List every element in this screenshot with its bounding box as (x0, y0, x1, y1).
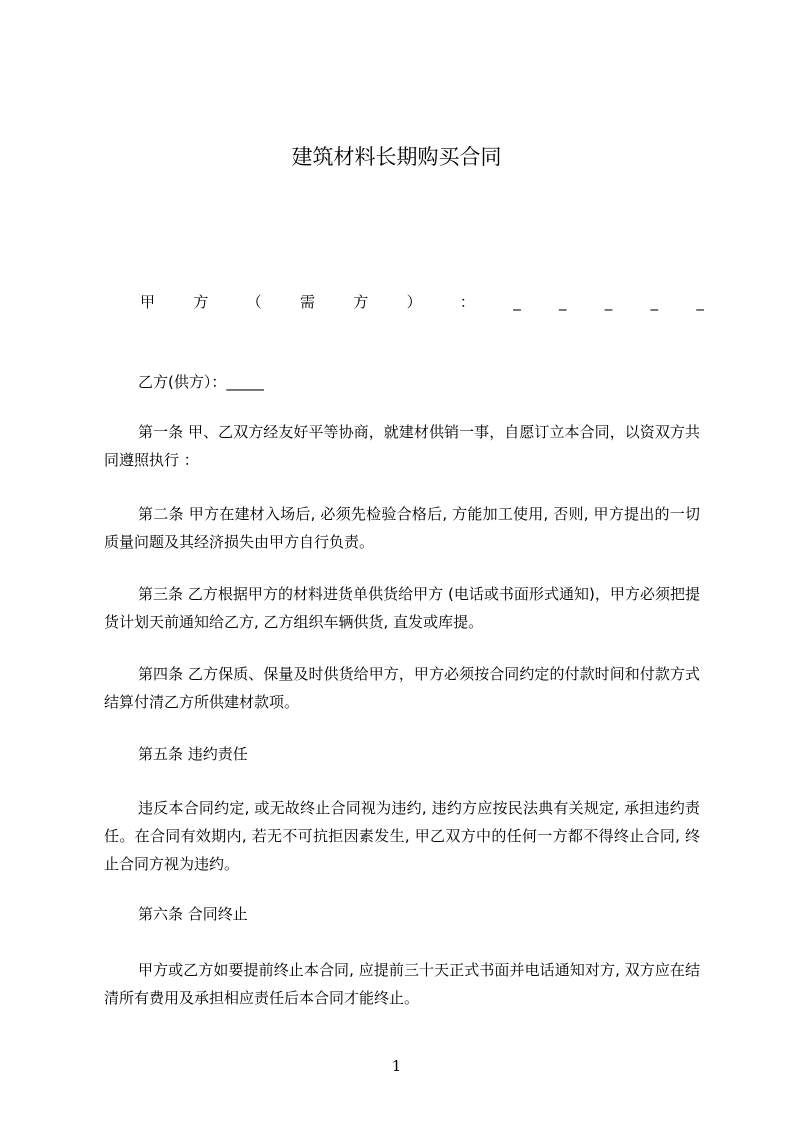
party-a-char: 需 (299, 293, 315, 311)
party-a-char: ） (406, 293, 422, 311)
clause-3: 第三条 乙方根据甲方的材料进货单供货给甲方 (电话或书面形式通知)，甲方必须把提货计划天前通知给乙方, 乙方组织车辆供货, 直发或库提。 (104, 585, 700, 631)
page-number: 1 (391, 1057, 402, 1075)
party-a-char: 方 (353, 293, 369, 311)
clause-1: 第一条 甲、乙双方经友好平等协商，就建材供销一事，自愿订立本合同，以资双方共同遵照执行 ： (104, 423, 700, 469)
clause-2: 第二条 甲方在建材入场后, 必须先检验合格后, 方能加工使用, 否则, 甲方提出的一切质量问题及其经济损失由甲方自行负责。 (104, 505, 700, 551)
party-a-char: 甲 (140, 293, 156, 311)
section-5-body: 违反本合同约定, 或无故终止合同视为违约, 违约方应按民法典有关规定, 承担违约责任。在合同有效期内, 若无不可抗拒因素发生, 甲乙双方中的任何一方都不得终止合同, 终止合同方视为违约。 (104, 799, 700, 873)
party-a-char: _ (696, 293, 704, 311)
party-a-char: ： (459, 293, 475, 311)
clause-4: 第四条 乙方保质、保量及时供货给甲方，甲方必须按合同约定的付款时间和付款方式结算付清乙方所供建材款项。 (104, 665, 700, 711)
party-a-char: _ (558, 293, 567, 311)
party-a-char: _ (650, 293, 659, 311)
party-a-char: 方 (193, 293, 209, 311)
party-a-char: _ (604, 293, 613, 311)
section-5-heading: 第五条 违约责任 (138, 745, 248, 763)
party-a-line (140, 292, 704, 312)
document-title: 建筑材料长期购买合同 (291, 145, 502, 169)
party-a-char: （ (246, 293, 262, 311)
section-6-body: 甲方或乙方如要提前终止本合同, 应提前三十天正式书面并电话通知对方, 双方应在结清所有费用及承担相应责任后本合同才能终止。 (104, 961, 700, 1007)
section-6-heading: 第六条 合同终止 (138, 905, 248, 923)
party-a-char: _ (513, 293, 521, 311)
party-b-line: 乙方(供方）：_____ (138, 373, 264, 391)
